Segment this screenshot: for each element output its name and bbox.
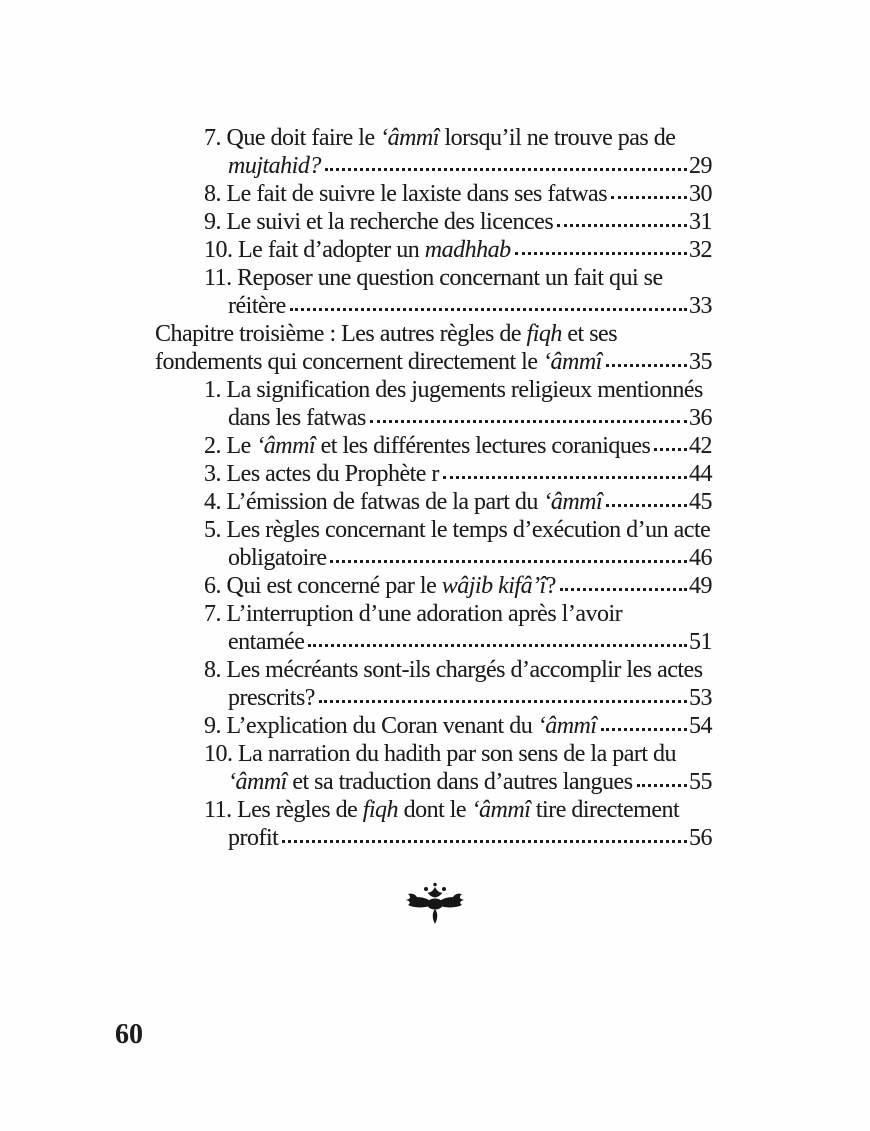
toc-line-text: [204, 377, 703, 404]
toc-term-italic: ‘âmmî: [537, 713, 597, 739]
toc-line: [0, 349, 870, 377]
toc-term-italic: fiqh: [526, 321, 562, 347]
toc-line: [0, 405, 870, 433]
toc-line-text: [204, 209, 553, 236]
toc-term-italic: wâjib kifâ’î: [441, 573, 546, 599]
toc-line-text: [204, 601, 622, 628]
dot-leader: [515, 252, 687, 255]
toc-line-text: [204, 181, 607, 208]
toc-page-ref: 44: [689, 461, 712, 487]
toc-line-text: [155, 349, 602, 376]
toc-line: [0, 237, 870, 265]
dot-leader: [319, 700, 687, 703]
toc-line: [0, 321, 870, 349]
toc-text: 11. Les règles de: [204, 797, 363, 823]
toc-line: [0, 741, 870, 769]
toc-page-ref: 31: [689, 209, 712, 235]
toc-line-text: [204, 713, 597, 740]
toc-line: [0, 629, 870, 657]
toc-text: dont le: [398, 797, 472, 823]
toc-line: [0, 377, 870, 405]
toc-line-text: [204, 461, 439, 488]
toc-text: 7. Que doit faire le: [204, 125, 381, 151]
fleuron-ornament: [402, 880, 468, 928]
toc-page-ref: 32: [689, 237, 712, 263]
toc-line-text: [228, 825, 278, 852]
toc-page-ref: 29: [689, 153, 712, 179]
toc-text: profit: [228, 825, 279, 851]
dot-leader: [637, 784, 687, 787]
toc-line: [0, 517, 870, 545]
dot-leader: [443, 476, 687, 479]
dot-leader: [611, 196, 687, 199]
toc-line-text: [204, 573, 556, 600]
toc-term-italic: ‘âmmî: [471, 797, 531, 823]
dot-leader: [601, 728, 687, 731]
toc-text: lorsqu’il ne trouve pas de: [438, 125, 676, 151]
toc-line: [0, 461, 870, 489]
toc-line-text: [204, 741, 676, 768]
toc-line-text: [204, 489, 602, 516]
toc-line-text: [204, 125, 675, 152]
toc-text: 3. Les actes du Prophète r: [204, 461, 439, 487]
toc-line-text: [228, 293, 286, 320]
toc-text: 9. Le suivi et la recherche des licences: [204, 209, 554, 235]
toc-line: [0, 265, 870, 293]
dot-leader: [325, 168, 687, 171]
toc-line: [0, 153, 870, 181]
toc-line: [0, 545, 870, 573]
toc-line-text: [204, 657, 703, 684]
dot-leader: [370, 420, 687, 423]
toc-text: 11. Reposer une question concernant un fait qui se: [204, 265, 663, 291]
toc-line-text: [228, 545, 326, 572]
toc-text: et les différentes lectures coraniques: [315, 433, 651, 459]
toc-text: 2. Le: [204, 433, 257, 459]
toc-text: et ses: [561, 321, 618, 347]
toc-page-ref: 36: [689, 405, 712, 431]
toc-text: dans les fatwas: [228, 405, 366, 431]
toc-page-ref: 54: [689, 713, 712, 739]
toc-line: [0, 293, 870, 321]
toc-page-ref: 55: [689, 769, 712, 795]
dot-leader: [308, 644, 687, 647]
dot-leader: [557, 224, 687, 227]
toc-line: [0, 489, 870, 517]
toc-text: et sa traduction dans d’autres langues: [286, 769, 633, 795]
toc-line: [0, 769, 870, 797]
toc-line-text: [228, 153, 321, 180]
toc-line-text: [204, 433, 650, 460]
toc-line: [0, 685, 870, 713]
toc-line: [0, 433, 870, 461]
toc-line: [0, 601, 870, 629]
toc-line: [0, 713, 870, 741]
toc-text: 7. L’interruption d’une adoration après l’avoir: [204, 601, 623, 627]
toc-text: ?: [545, 573, 556, 599]
toc-text: 5. Les règles concernant le temps d’exécution d’un acte: [204, 517, 711, 543]
toc-line-text: [228, 685, 315, 712]
toc-term-italic: ‘âmmî: [543, 489, 603, 515]
toc-line-text: [228, 629, 304, 656]
toc-line: [0, 573, 870, 601]
toc-text: fondements qui concernent directement le: [155, 349, 544, 375]
toc-line: [0, 797, 870, 825]
toc-page-ref: 46: [689, 545, 712, 571]
toc-line-text: [204, 265, 663, 292]
toc-text: 8. Le fait de suivre le laxiste dans ses fatwas: [204, 181, 608, 207]
toc-page-ref: 51: [689, 629, 712, 655]
toc-line: [0, 181, 870, 209]
toc-text: Chapitre troisième : Les autres règles de: [155, 321, 527, 347]
toc-line-text: [204, 797, 679, 824]
toc-text: 8. Les mécréants sont-ils chargés d’accomplir les actes: [204, 657, 703, 683]
toc-line: [0, 125, 870, 153]
toc-text: obligatoire: [228, 545, 327, 571]
dot-leader: [290, 308, 687, 311]
toc-page-ref: 56: [689, 825, 712, 851]
toc-text: 10. Le fait d’adopter un: [204, 237, 425, 263]
toc-term-italic: madhhab: [424, 237, 511, 263]
toc-text: tire directement: [530, 797, 680, 823]
toc-page-ref: 35: [689, 349, 712, 375]
dot-leader: [606, 504, 687, 507]
toc-text: 10. La narration du hadith par son sens de la part du: [204, 741, 677, 767]
dot-leader: [282, 840, 687, 843]
toc-text: 1. La signification des jugements religieux mentionnés: [204, 377, 703, 403]
dot-leader: [330, 560, 687, 563]
toc-text: réitère: [228, 293, 286, 319]
toc-line-text: [204, 517, 710, 544]
dot-leader: [560, 588, 687, 591]
toc-page-ref: 30: [689, 181, 712, 207]
page-number: 60: [115, 1019, 143, 1050]
toc-term-italic: mujtahid?: [228, 153, 321, 179]
toc-page-ref: 53: [689, 685, 712, 711]
toc-term-italic: fiqh: [362, 797, 399, 823]
toc-term-italic: ‘âmmî: [543, 349, 602, 375]
toc-page-ref: 49: [689, 573, 712, 599]
dot-leader: [606, 364, 687, 367]
toc-page-ref: 45: [689, 489, 712, 515]
toc-text: 4. L’émission de fatwas de la part du: [204, 489, 544, 515]
toc-line: [0, 209, 870, 237]
toc-page-ref: 33: [689, 293, 712, 319]
toc-page-ref: 42: [689, 433, 712, 459]
toc-line: [0, 657, 870, 685]
toc-term-italic: ‘âmmî: [256, 433, 316, 459]
toc-text: entamée: [228, 629, 305, 655]
toc-term-italic: ‘âmmî: [228, 769, 287, 795]
toc-line-text: [155, 321, 617, 348]
toc-text: 6. Qui est concerné par le: [204, 573, 442, 599]
toc-line-text: [204, 237, 511, 264]
toc-line: [0, 825, 870, 853]
toc-text: prescrits?: [228, 685, 315, 711]
toc-line-text: [228, 405, 366, 432]
table-of-contents: [0, 125, 870, 853]
toc-text: 9. L’explication du Coran venant du: [204, 713, 538, 739]
toc-line-text: [228, 769, 633, 796]
dot-leader: [654, 448, 687, 451]
toc-term-italic: ‘âmmî: [380, 125, 439, 151]
